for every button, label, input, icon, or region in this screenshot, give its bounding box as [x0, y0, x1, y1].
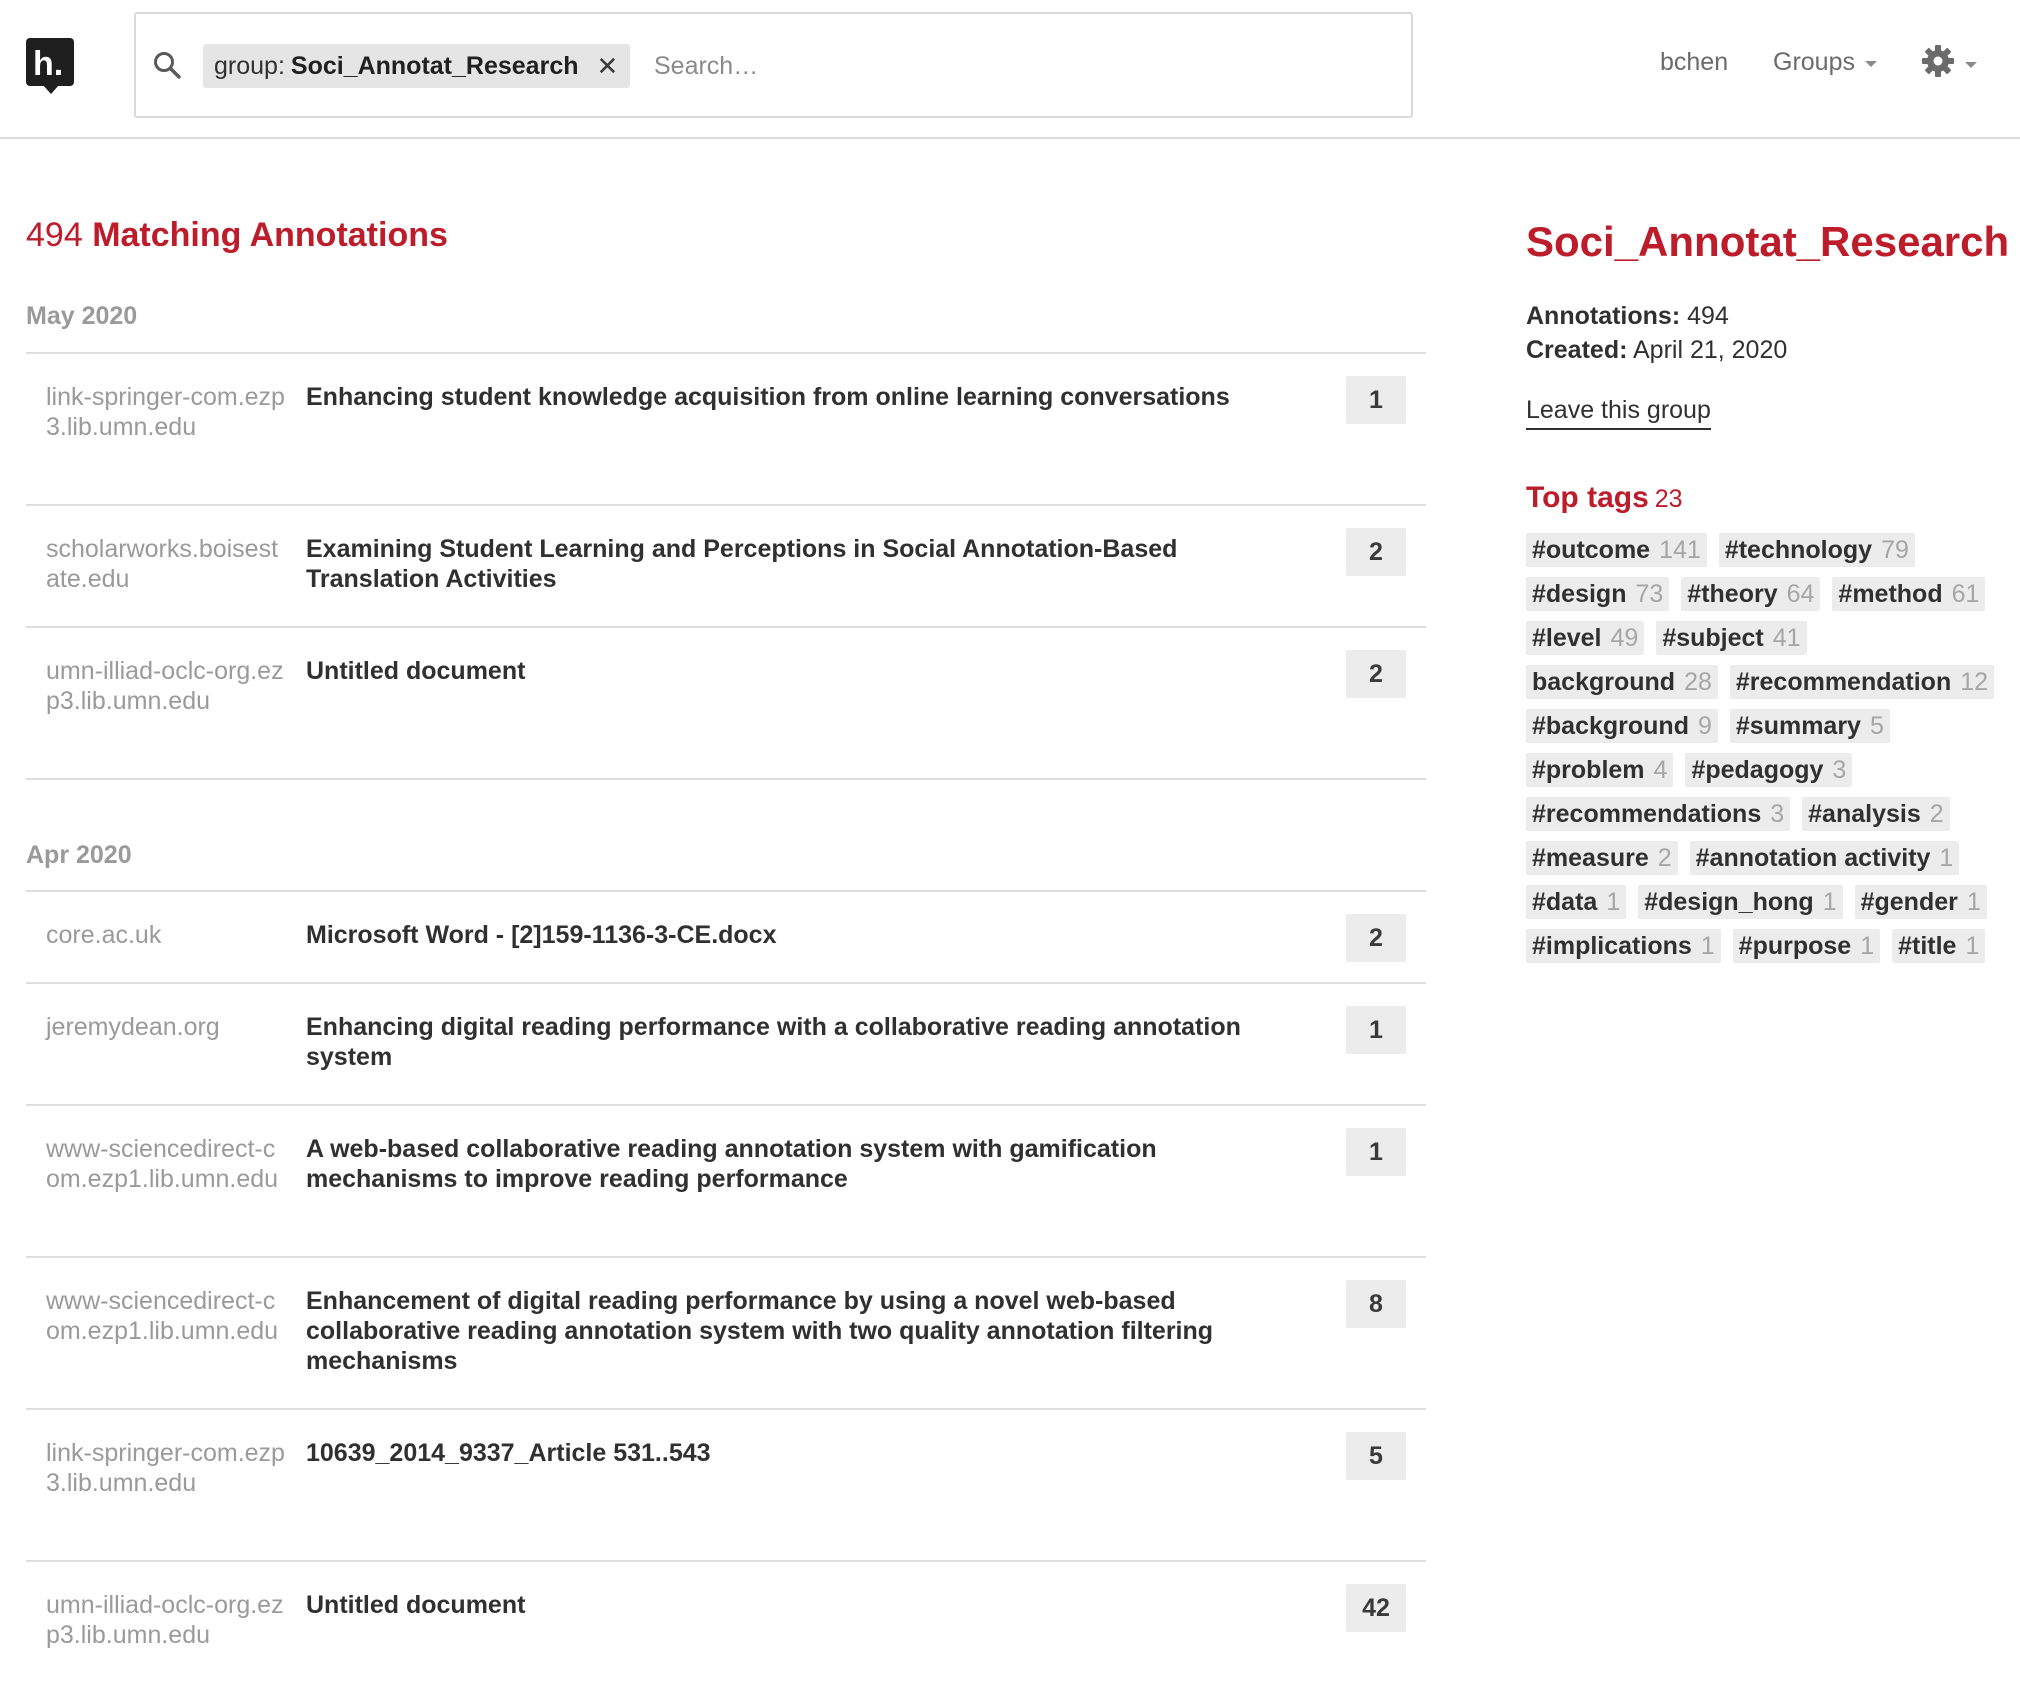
month-heading: May 2020	[26, 302, 138, 330]
annotation-count-badge: 2	[1346, 914, 1406, 962]
annotations-stat	[1526, 302, 1729, 331]
groups-menu-label: Groups	[1773, 48, 1855, 76]
tag-count: 1	[1860, 931, 1875, 960]
result-row[interactable]	[26, 982, 1426, 1104]
annotations-stat-label: Annotations:	[1526, 302, 1681, 330]
tag-chip[interactable]	[1730, 665, 1994, 699]
lozenge-facet: group:	[214, 51, 285, 80]
tag-list	[1526, 533, 2006, 963]
tag-name: #summary	[1735, 711, 1861, 740]
tag-chip[interactable]	[1526, 533, 1707, 567]
tag-chip[interactable]	[1526, 797, 1790, 831]
tag-name: #recommendations	[1532, 799, 1762, 828]
result-domain: www-sciencedirect-com.ezp1.lib.umn.edu	[46, 1135, 279, 1193]
tag-count: 1	[1606, 887, 1621, 916]
result-row[interactable]	[26, 890, 1426, 982]
result-domain: umn-illiad-oclc-org.ezp3.lib.umn.edu	[46, 1591, 284, 1649]
tag-chip[interactable]	[1733, 929, 1880, 963]
top-tags-heading	[1526, 481, 1683, 515]
top-tags-count: 23	[1654, 485, 1683, 513]
leave-group-link[interactable]: Leave this group	[1526, 396, 1711, 430]
result-title[interactable]: 10639_2014_9337_Article 531..543	[306, 1439, 711, 1467]
tag-chip[interactable]	[1681, 577, 1820, 611]
tag-count: 49	[1610, 623, 1639, 652]
annotation-count-badge: 42	[1346, 1584, 1406, 1632]
tag-name: background	[1532, 667, 1676, 696]
result-domain: link-springer-com.ezp3.lib.umn.edu	[46, 1439, 285, 1497]
tag-name: #design_hong	[1644, 887, 1814, 916]
tag-chip[interactable]	[1730, 709, 1890, 743]
tag-name: #problem	[1532, 755, 1645, 784]
tag-name: #measure	[1532, 843, 1649, 872]
annotation-count-badge: 1	[1346, 1128, 1406, 1176]
result-title[interactable]: Untitled document	[306, 657, 526, 685]
result-row[interactable]	[26, 352, 1426, 504]
tag-chip[interactable]	[1526, 621, 1644, 655]
tag-count: 41	[1772, 623, 1801, 652]
results-heading	[26, 216, 448, 255]
tag-count: 79	[1881, 535, 1909, 564]
annotation-count-badge: 1	[1346, 1006, 1406, 1054]
result-title[interactable]: Untitled document	[306, 1591, 526, 1619]
tag-name: #recommendation	[1735, 667, 1952, 696]
tag-count: 5	[1869, 711, 1884, 740]
group-sidebar	[1526, 0, 2010, 1690]
tag-chip[interactable]	[1685, 753, 1852, 787]
tag-name: #design	[1532, 579, 1627, 608]
result-domain: umn-illiad-oclc-org.ezp3.lib.umn.edu	[46, 657, 284, 715]
tag-count: 4	[1653, 755, 1668, 784]
tag-name: #method	[1838, 579, 1943, 608]
month-heading: Apr 2020	[26, 841, 132, 869]
result-title[interactable]: Examining Student Learning and Perceptions in Social Annotation-Based Translation Activities	[306, 535, 1178, 593]
annotation-count-badge: 5	[1346, 1432, 1406, 1480]
result-domain: jeremydean.org	[46, 1013, 220, 1041]
tag-count: 1	[1700, 931, 1715, 960]
tag-count: 1	[1939, 843, 1954, 872]
lozenge-value: Soci_Annotat_Research	[290, 51, 579, 80]
result-row[interactable]	[26, 1560, 1426, 1690]
tag-name: #purpose	[1738, 931, 1852, 960]
tag-name: #data	[1532, 887, 1598, 916]
created-stat	[1526, 336, 1787, 365]
svg-text:h.: h.	[33, 45, 64, 83]
result-domain: link-springer-com.ezp3.lib.umn.edu	[46, 383, 285, 441]
tag-name: #technology	[1724, 535, 1873, 564]
tag-name: #pedagogy	[1691, 755, 1824, 784]
close-icon[interactable]: ✕	[596, 50, 619, 81]
tag-name: #theory	[1687, 579, 1778, 608]
tag-name: #subject	[1662, 623, 1764, 652]
tag-name: #gender	[1860, 887, 1958, 916]
tag-chip[interactable]	[1526, 665, 1718, 699]
result-row[interactable]	[26, 626, 1426, 780]
results-label: Matching Annotations	[92, 216, 448, 254]
group-name: Soci_Annotat_Research	[1526, 218, 2010, 265]
annotation-count-badge: 2	[1346, 528, 1406, 576]
annotations-stat-value: 494	[1687, 302, 1729, 330]
result-domain: scholarworks.boisestate.edu	[46, 535, 279, 593]
result-title[interactable]: A web-based collaborative reading annotation system with gamification mechanisms to improve reading performance	[306, 1135, 1157, 1193]
tag-count: 1	[1965, 931, 1980, 960]
tag-count: 3	[1770, 799, 1785, 828]
tag-count: 1	[1822, 887, 1837, 916]
result-domain: www-sciencedirect-com.ezp1.lib.umn.edu	[46, 1287, 279, 1345]
tag-chip[interactable]	[1802, 797, 1950, 831]
tag-count: 9	[1697, 711, 1712, 740]
tag-name: #level	[1532, 623, 1602, 652]
tag-count: 73	[1635, 579, 1664, 608]
results-list	[26, 0, 1426, 1690]
tag-chip[interactable]	[1526, 577, 1669, 611]
tag-count: 64	[1786, 579, 1815, 608]
created-stat-label: Created:	[1526, 336, 1628, 364]
tag-name: #title	[1898, 931, 1957, 960]
user-menu-link[interactable]: bchen	[1660, 48, 1729, 76]
tag-name: #analysis	[1808, 799, 1921, 828]
result-row[interactable]	[26, 1104, 1426, 1256]
tag-name: #implications	[1532, 931, 1692, 960]
tag-count: 3	[1832, 755, 1847, 784]
tag-chip[interactable]	[1855, 885, 1987, 919]
tag-chip[interactable]	[1892, 929, 1985, 963]
results-count: 494	[26, 216, 83, 254]
annotation-count-badge: 8	[1346, 1280, 1406, 1328]
created-stat-value: April 21, 2020	[1633, 336, 1788, 364]
tag-name: #outcome	[1532, 535, 1651, 564]
tag-count: 28	[1684, 667, 1712, 696]
annotation-count-badge: 2	[1346, 650, 1406, 698]
tag-chip[interactable]	[1526, 709, 1718, 743]
result-title[interactable]: Enhancing digital reading performance with a collaborative reading annotation system	[306, 1013, 1241, 1071]
result-title[interactable]: Enhancement of digital reading performance by using a novel web-based collaborative reading annotation system with two quality annotation filtering mechanisms	[306, 1287, 1214, 1375]
top-tags-label: Top tags	[1526, 481, 1649, 514]
annotation-count-badge: 1	[1346, 376, 1406, 424]
result-row[interactable]	[26, 504, 1426, 626]
tag-count: 141	[1659, 535, 1701, 564]
tag-chip[interactable]	[1526, 841, 1678, 875]
result-title[interactable]: Enhancing student knowledge acquisition from online learning conversations	[306, 383, 1230, 411]
tag-count: 1	[1966, 887, 1981, 916]
tag-chip[interactable]	[1832, 577, 1985, 611]
tag-chip[interactable]	[1656, 621, 1806, 655]
tag-chip[interactable]	[1526, 753, 1673, 787]
tag-count: 12	[1960, 667, 1989, 696]
tag-chip[interactable]	[1526, 929, 1721, 963]
tag-name: #background	[1532, 711, 1689, 740]
tag-count: 61	[1951, 579, 1980, 608]
tag-chip[interactable]	[1719, 533, 1915, 567]
result-row[interactable]	[26, 1408, 1426, 1560]
tag-chip[interactable]	[1690, 841, 1960, 875]
tag-chip[interactable]	[1638, 885, 1842, 919]
result-row[interactable]	[26, 1256, 1426, 1408]
tag-name: #annotation activity	[1695, 843, 1931, 872]
result-domain: core.ac.uk	[46, 921, 162, 949]
result-title[interactable]: Microsoft Word - [2]159-1136-3-CE.docx	[306, 921, 777, 949]
tag-chip[interactable]	[1526, 885, 1626, 919]
tag-count: 2	[1657, 843, 1672, 872]
tag-count: 2	[1929, 799, 1944, 828]
